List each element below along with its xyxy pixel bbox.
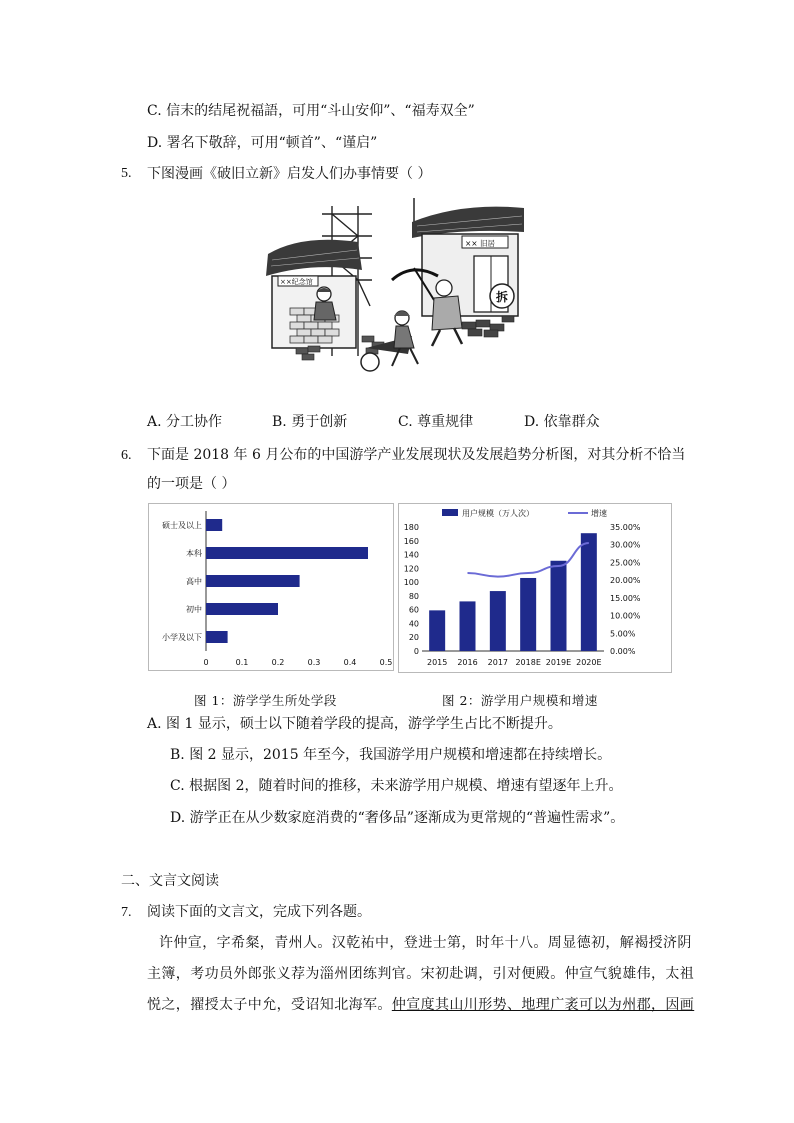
chart-study-stage xyxy=(148,503,394,671)
chart2-bar xyxy=(490,591,506,651)
chart2-y-right-tick-label: 0.00% xyxy=(610,647,636,656)
chart2-y-left-tick-label: 160 xyxy=(403,536,419,546)
chart2-y-left-tick-label: 20 xyxy=(408,633,419,643)
chart2-legend-bar-swatch xyxy=(442,509,458,516)
chart2-x-tick-label: 2015 xyxy=(426,658,448,667)
q6-stem-line1: 下面是 2018 年 6 月公布的中国游学产业发展现状及发展趋势分析图，对其分析不恰当 xyxy=(147,447,686,463)
chart2-y-right-tick-label: 15.00% xyxy=(610,593,641,603)
chart-user-scale-growth xyxy=(398,503,672,673)
q7-para-line3 xyxy=(147,995,694,1015)
chart2-y-left-tick-label: 140 xyxy=(403,550,419,560)
chart2-x-tick-label: 2017 xyxy=(487,658,509,667)
q6-option-b: B. 图 2 显示，2015 年至今，我国游学用户规模和增速都在持续增长。 xyxy=(170,747,612,763)
chart2-y-right-tick-label: 5.00% xyxy=(610,629,636,639)
chart2-y-right-tick-label: 20.00% xyxy=(610,576,641,586)
chart2-y-left-tick-label: 80 xyxy=(408,591,419,601)
section2-heading: 二、文言文阅读 xyxy=(121,873,219,889)
chart1-x-tick-label: 0.4 xyxy=(343,658,357,667)
chart2-y-left-tick-label: 120 xyxy=(403,564,419,574)
chart1-x-tick-label: 0.2 xyxy=(271,658,285,667)
chart2-y-left-tick-label: 60 xyxy=(408,605,419,615)
cartoon-sign-right: ×× 旧居 xyxy=(465,239,495,248)
q7-para-line1: 许仲宣，字希粲，青州人。汉乾祐中，登进士第，时年十八。周显德初，解褐授济阴 xyxy=(159,935,692,951)
chart1-category-label: 硕士及以上 xyxy=(162,521,202,530)
cartoon-sign-left: ××纪念馆 xyxy=(280,278,313,286)
chart1-bar xyxy=(206,547,368,559)
chart2-x-tick-label: 2019E xyxy=(545,658,572,667)
chart2-y-right-tick-label: 10.00% xyxy=(610,611,641,621)
chart2-y-right-tick-label: 30.00% xyxy=(610,540,641,550)
chart2-y-left-tick-label: 100 xyxy=(403,578,419,588)
chart1-bar xyxy=(206,575,300,587)
chart1-x-tick-label: 0 xyxy=(203,658,209,667)
q7-stem: 阅读下面的文言文，完成下列各题。 xyxy=(147,904,371,920)
figure2-caption: 图 2：游学用户规模和增速 xyxy=(442,693,598,708)
chart2-bar xyxy=(460,601,476,651)
cartoon-image xyxy=(262,196,532,374)
chart2-x-tick-label: 2018E xyxy=(515,658,541,667)
chart1-x-tick-label: 0.1 xyxy=(235,658,249,667)
q6-option-a: A. 图 1 显示，硕士以下随着学段的提高，游学学生占比不断提升。 xyxy=(147,716,562,732)
chart1-bar xyxy=(206,631,228,643)
q7-para-line3-plain: 悦之，擢授太子中允，受诏知北海军。 xyxy=(147,997,392,1013)
chart2-y-right-tick-label: 25.00% xyxy=(610,558,641,568)
chart2-bar xyxy=(551,561,567,651)
chart2-bar xyxy=(581,533,597,651)
cartoon-demolish-mark: 拆 xyxy=(496,290,509,304)
q6-stem-line2: 的一项是（ ） xyxy=(147,476,236,492)
chart1-bar xyxy=(206,519,222,531)
chart1-category-label: 本科 xyxy=(186,549,202,558)
chart2-x-tick-label: 2016 xyxy=(457,658,478,667)
chart1-category-label: 高中 xyxy=(186,577,202,586)
q7-para-line2: 主簿，考功员外郎张义荐为淄州团练判官。宋初赴调，引对便殿。仲宣气貌雄伟，太祖 xyxy=(147,966,695,982)
q5-number: 5. xyxy=(121,166,132,181)
chart2-legend-line-label: 增速 xyxy=(591,509,607,518)
q7-para-line3-underlined: 仲宣度其山川形势、地理广袤可以为州郡，因画 xyxy=(391,997,695,1013)
q6-number: 6. xyxy=(121,448,132,463)
chart1-bar xyxy=(206,603,278,615)
q4-option-c: C. 信末的结尾祝福語，可用“斗山安仰”、“福寿双全” xyxy=(147,103,475,119)
chart2-y-right-tick-label: 35.00% xyxy=(610,523,641,532)
q5-option-c: C. 尊重规律 xyxy=(398,414,474,430)
chart1-x-tick-label: 0.3 xyxy=(307,658,321,667)
chart2-bar xyxy=(520,578,536,651)
q5-option-b: B. 勇于创新 xyxy=(272,414,348,430)
chart2-x-tick-label: 2020E xyxy=(576,658,602,667)
q4-option-d: D. 署名下敬辞，可用“顿首”、“谨启” xyxy=(147,135,378,151)
chart2-bar xyxy=(429,610,445,651)
q7-number: 7. xyxy=(121,905,132,920)
chart1-category-label: 小学及以下 xyxy=(162,633,202,642)
chart2-y-left-tick-label: 40 xyxy=(408,619,419,629)
chart2-y-left-tick-label: 180 xyxy=(403,523,419,532)
figure1-caption: 图 1：游学学生所处学段 xyxy=(194,693,337,708)
q5-option-d: D. 依靠群众 xyxy=(524,414,600,430)
q5-option-a: A. 分工协作 xyxy=(147,414,223,430)
chart2-y-left-tick-label: 0 xyxy=(413,647,419,656)
q5-stem: 下图漫画《破旧立新》启发人们办事情要（ ） xyxy=(147,166,432,182)
chart2-legend-bar-label: 用户规模（万人次） xyxy=(462,509,534,518)
chart1-category-label: 初中 xyxy=(186,605,202,614)
q6-option-c: C. 根据图 2，随着时间的推移，未来游学用户规模、增速有望逐年上升。 xyxy=(170,778,623,794)
q6-option-d: D. 游学正在从少数家庭消费的“奢侈品”逐渐成为更常规的“普遍性需求”。 xyxy=(170,810,625,826)
chart1-x-tick-label: 0.5 xyxy=(379,658,393,667)
